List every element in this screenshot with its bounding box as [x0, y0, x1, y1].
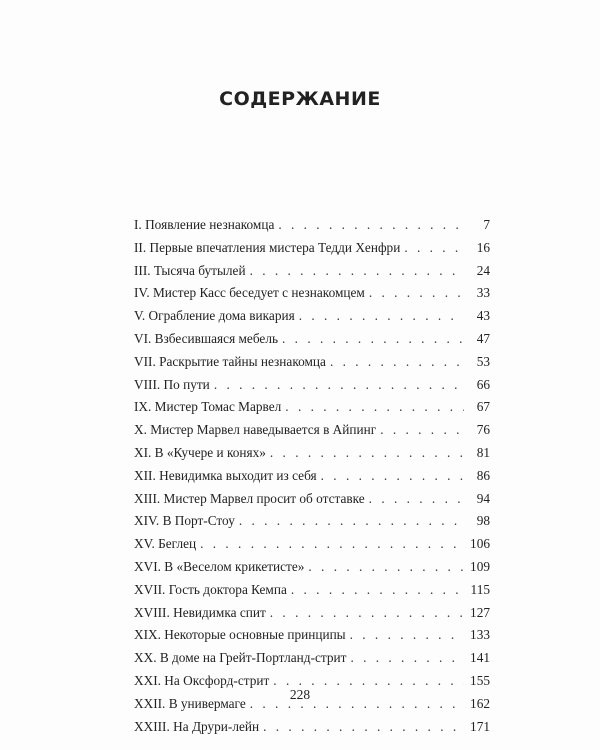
toc-entry-label: XXIII. На Друри-лейн	[134, 718, 260, 734]
toc-entry	[134, 559, 490, 582]
toc-entry-page: 76	[476, 422, 490, 438]
toc-leader-dots	[404, 240, 464, 256]
toc-entry	[134, 582, 490, 605]
toc-entry	[134, 331, 490, 354]
toc-leader-dots	[270, 445, 464, 461]
toc-entry-label: XX. В доме на Грейт-Портланд-стрит	[134, 650, 347, 666]
toc-leader-dots	[282, 331, 464, 347]
toc-leader-dots	[214, 377, 464, 393]
toc-entry-page: 94	[476, 490, 490, 506]
toc-entry-page: 67	[476, 399, 490, 415]
toc-leader-dots	[369, 491, 464, 507]
toc-entry	[134, 422, 490, 445]
toc-leader-dots	[270, 605, 464, 621]
toc-entry-label: VI. Взбесившаяся мебель	[134, 330, 279, 346]
toc-entry-label: XV. Беглец	[134, 536, 197, 552]
toc-entry-page: 155	[470, 672, 490, 688]
toc-entry	[134, 719, 490, 742]
toc-entry-label: VIII. По пути	[134, 376, 210, 392]
toc-entry	[134, 240, 490, 263]
toc-entry	[134, 627, 490, 650]
toc-entry-page: 106	[470, 536, 490, 552]
toc-entry-page: 98	[476, 513, 490, 529]
toc-entry-label: XVI. В «Веселом крикетисте»	[134, 558, 305, 574]
toc-entry-page: 33	[476, 285, 490, 301]
toc-entry-label: V. Ограбление дома викария	[134, 308, 295, 324]
toc-entry-label: XII. Невидимка выходит из себя	[134, 467, 317, 483]
toc-entry-label: II. Первые впечатления мистера Тедди Хенфри	[134, 239, 401, 255]
toc-entry-page: 47	[476, 330, 490, 346]
toc-leader-dots	[350, 650, 464, 666]
toc-entry-label: XIX. Некоторые основные принципы	[134, 627, 346, 643]
toc-entry	[134, 605, 490, 628]
toc-entry-label: XVIII. Невидимка спит	[134, 604, 266, 620]
toc-entry-page: 16	[476, 239, 490, 255]
toc-leader-dots	[380, 422, 464, 438]
toc-entry-label: XIII. Мистер Марвел просит об отставке	[134, 490, 365, 506]
toc-leader-dots	[291, 582, 464, 598]
toc-entry-page: 162	[470, 695, 490, 711]
toc-leader-dots	[200, 536, 464, 552]
toc-leader-dots	[278, 217, 464, 233]
toc-leader-dots	[350, 627, 464, 643]
toc-entry-label: XI. В «Кучере и конях»	[134, 444, 266, 460]
toc-entry	[134, 513, 490, 536]
toc-entry-page: 81	[476, 444, 490, 460]
toc-entry	[134, 354, 490, 377]
toc-entry	[134, 650, 490, 673]
toc-entry	[134, 536, 490, 559]
toc-entry-label: XVII. Гость доктора Кемпа	[134, 581, 287, 597]
toc-entry-label: III. Тысяча бутылей	[134, 262, 246, 278]
toc-entry	[134, 377, 490, 400]
toc-entry-page: 109	[470, 558, 490, 574]
toc-entry	[134, 445, 490, 468]
toc-entry	[134, 263, 490, 286]
toc-entry-label: XIV. В Порт-Стоу	[134, 513, 235, 529]
toc-entry-label: I. Появление незнакомца	[134, 217, 275, 232]
toc-entry-page: 141	[470, 650, 490, 666]
toc-entry-page: 53	[476, 353, 490, 369]
toc-entry	[134, 308, 490, 331]
toc-entry-label: IV. Мистер Касс беседует с незнакомцем	[134, 285, 365, 301]
toc-leader-dots	[321, 468, 464, 484]
toc-entry	[134, 399, 490, 422]
toc-entry-page: 24	[476, 262, 490, 278]
toc-entry	[134, 468, 490, 491]
toc-leader-dots	[263, 719, 464, 735]
toc-entry-page: 7	[483, 217, 490, 232]
toc-entry-page: 133	[470, 627, 490, 643]
toc-entry-page: 115	[470, 581, 490, 597]
toc-entry-page: 127	[470, 604, 490, 620]
toc-entry-page: 43	[476, 308, 490, 324]
toc-entry-page: 66	[476, 376, 490, 392]
toc-entry	[134, 285, 490, 308]
table-of-contents	[134, 217, 490, 741]
toc-leader-dots	[250, 263, 464, 279]
toc-entry	[134, 491, 490, 514]
toc-leader-dots	[369, 285, 464, 301]
toc-leader-dots	[299, 308, 464, 324]
toc-entry-label: X. Мистер Марвел наведывается в Айпинг	[134, 422, 377, 438]
toc-entry-label: VII. Раскрытие тайны незнакомца	[134, 353, 326, 369]
page-title: СОДЕРЖАНИЕ	[219, 88, 381, 110]
toc-entry-page: 171	[470, 718, 490, 734]
toc-entry-label: IX. Мистер Томас Марвел	[134, 399, 282, 415]
toc-entry-label: XXII. В универмаге	[134, 695, 246, 711]
page-number: 228	[289, 687, 311, 702]
toc-leader-dots	[285, 399, 464, 415]
toc-leader-dots	[239, 513, 464, 529]
toc-entry	[134, 217, 490, 240]
toc-entry-label: XXI. На Оксфорд-стрит	[134, 672, 270, 688]
toc-leader-dots	[308, 559, 464, 575]
toc-entry-page: 86	[476, 467, 490, 483]
toc-leader-dots	[330, 354, 464, 370]
